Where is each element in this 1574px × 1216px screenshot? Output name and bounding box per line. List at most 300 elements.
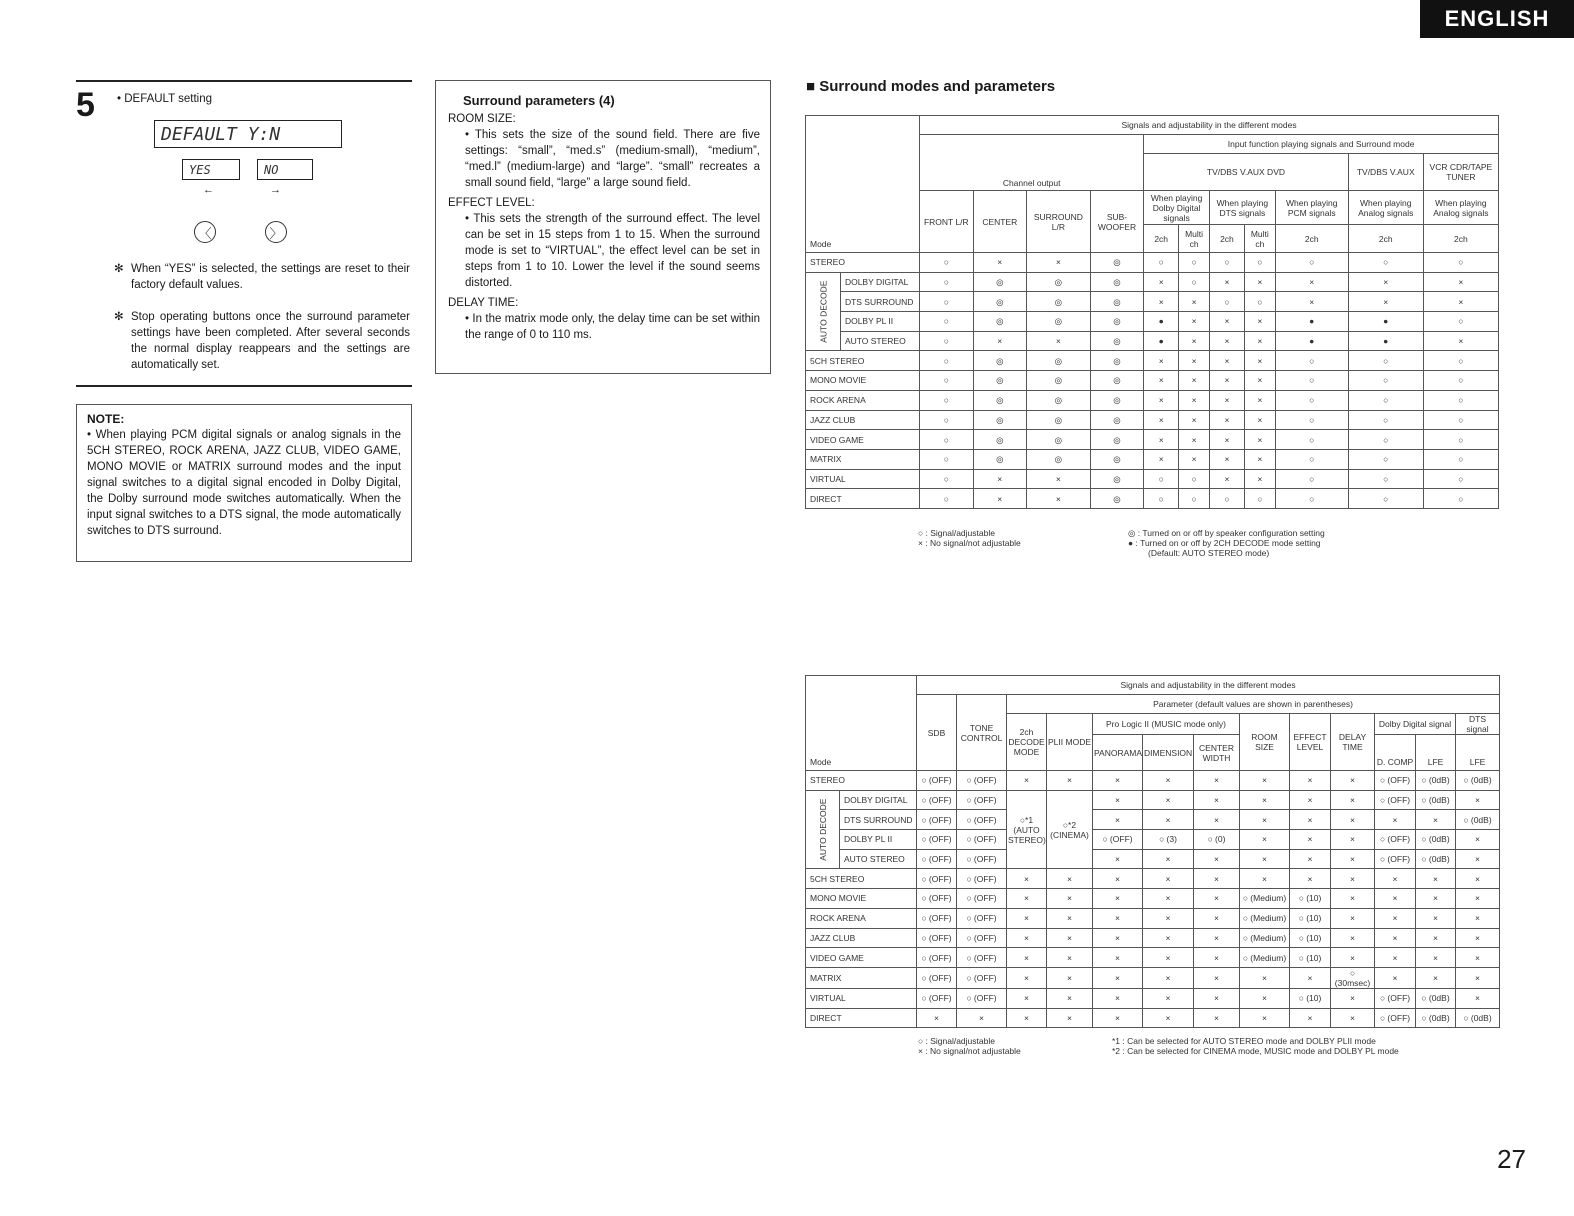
table-cell: × xyxy=(1240,790,1290,810)
table-cell: × xyxy=(1027,489,1091,509)
table-cell: × xyxy=(1143,889,1194,909)
table-cell: ◎ xyxy=(973,410,1026,430)
legend-item: *2 : Can be selected for CINEMA mode, MUSIC mode and DOLBY PL mode xyxy=(1112,1046,1399,1056)
table-cell: × xyxy=(1423,292,1498,312)
table-cell: ◎ xyxy=(1027,351,1091,371)
table-cell: × xyxy=(1007,869,1047,889)
row-label: ROCK ARENA xyxy=(806,908,917,928)
table-cell: × xyxy=(1331,849,1375,869)
table-cell: ○ xyxy=(1244,489,1275,509)
table-cell: × xyxy=(1144,371,1179,391)
table-cell: × xyxy=(1194,1008,1240,1028)
table-cell: × xyxy=(1209,312,1244,332)
table-cell: × xyxy=(1244,469,1275,489)
legend-3 xyxy=(918,1036,1138,1056)
table-cell: × xyxy=(1290,830,1331,850)
table-row xyxy=(806,390,1499,410)
dolby-digital-header: Dolby Digital signal xyxy=(1375,714,1456,735)
table-cell: ○ xyxy=(920,312,973,332)
table-cell: ○ (Medium) xyxy=(1240,889,1290,909)
table-cell: × xyxy=(1047,928,1093,948)
table-cell: × xyxy=(1179,312,1210,332)
room-size-header: ROOM SIZE xyxy=(1240,714,1290,771)
table-cell: ◎ xyxy=(973,430,1026,450)
row-label: JAZZ CLUB xyxy=(806,410,920,430)
table-cell: ○ xyxy=(1275,371,1348,391)
table-cell: × xyxy=(1209,410,1244,430)
table-cell: ○ (OFF) xyxy=(957,928,1007,948)
left-arrow-icon: ← xyxy=(203,184,214,196)
table-row xyxy=(806,272,1499,292)
table-cell: ○ xyxy=(920,390,973,410)
row-label: DIRECT xyxy=(806,489,920,509)
table-cell: ◎ xyxy=(973,272,1026,292)
table-cell: × xyxy=(1456,830,1500,850)
table-cell: × xyxy=(1240,771,1290,791)
row-label: MATRIX xyxy=(806,449,920,469)
table-cell: × xyxy=(1240,1008,1290,1028)
table-cell: ○ xyxy=(1275,469,1348,489)
table-cell: × xyxy=(973,331,1026,351)
table-cell: × xyxy=(1143,1008,1194,1028)
legend-2 xyxy=(1128,528,1388,558)
table-cell: × xyxy=(1416,810,1456,830)
table-cell: × xyxy=(1275,272,1348,292)
legend-item: (Default: AUTO STEREO mode) xyxy=(1148,548,1270,558)
table-cell: × xyxy=(1179,331,1210,351)
table-cell: ○ (0dB) xyxy=(1416,849,1456,869)
plii-mode-merged: ○*2 (CINEMA) xyxy=(1047,790,1093,869)
lcd-yes: YES xyxy=(182,159,240,180)
table-cell: × xyxy=(1144,292,1179,312)
table-cell: ○ (10) xyxy=(1290,889,1331,909)
step-number: 5 xyxy=(76,86,95,124)
row-label: DTS SURROUND xyxy=(840,810,917,830)
table-cell: ◎ xyxy=(1027,292,1091,312)
table-cell: × xyxy=(1194,948,1240,968)
table-cell: × xyxy=(1244,331,1275,351)
table-cell: ○ (OFF) xyxy=(957,810,1007,830)
table-cell: ○ xyxy=(1209,292,1244,312)
row-label: AUTO STEREO xyxy=(840,331,919,351)
table-cell: × xyxy=(1375,810,1416,830)
cursor-left-button-icon: 〈 xyxy=(194,221,216,243)
table-cell: ○ (0dB) xyxy=(1416,1008,1456,1028)
play-dolby: When playing Dolby Digital signals xyxy=(1144,191,1210,225)
table-cell: × xyxy=(1416,908,1456,928)
table-row xyxy=(806,928,1500,948)
legend-item: × : No signal/not adjustable xyxy=(918,1046,1021,1056)
table-cell: ◎ xyxy=(973,312,1026,332)
table-cell: ○ (OFF) xyxy=(1093,830,1143,850)
table-cell: × xyxy=(1047,948,1093,968)
table-cell: ○ (OFF) xyxy=(1375,849,1416,869)
play-analog-1: When playing Analog signals xyxy=(1348,191,1423,225)
table-cell: ○ (OFF) xyxy=(917,967,957,988)
table-cell: × xyxy=(1027,469,1091,489)
sub-2ch: 2ch xyxy=(1209,225,1244,253)
asterisk-icon: ✻ xyxy=(114,263,124,275)
table-cell: × xyxy=(1144,351,1179,371)
table-cell: × xyxy=(1240,810,1290,830)
table-cell: × xyxy=(1375,948,1416,968)
row-label: VIDEO GAME xyxy=(806,430,920,450)
table-cell: × xyxy=(1244,390,1275,410)
table-cell: × xyxy=(1331,889,1375,909)
dcomp-header: D. COMP xyxy=(1375,735,1416,771)
table-cell: × xyxy=(1375,928,1416,948)
table-cell: ○ xyxy=(1423,253,1498,273)
table-cell: ○ xyxy=(1275,351,1348,371)
signals-table xyxy=(805,115,1499,509)
table-cell: ◎ xyxy=(973,390,1026,410)
table-cell: ○ xyxy=(920,469,973,489)
table-cell: ○ (Medium) xyxy=(1240,948,1290,968)
table-cell: ○ (OFF) xyxy=(917,849,957,869)
table-cell: × xyxy=(1375,967,1416,988)
sub-2ch: 2ch xyxy=(1348,225,1423,253)
table-cell: ○ (OFF) xyxy=(957,988,1007,1008)
dimension-header: DIMENSION xyxy=(1143,735,1194,771)
table-cell: × xyxy=(1093,967,1143,988)
table-cell: ○ xyxy=(1423,469,1498,489)
table-cell: × xyxy=(1331,988,1375,1008)
table-cell: × xyxy=(1047,967,1093,988)
table-cell: ○ xyxy=(1348,489,1423,509)
room-size-label: ROOM SIZE: xyxy=(448,113,516,125)
table-cell: ○ xyxy=(1275,390,1348,410)
table-cell: × xyxy=(1240,869,1290,889)
table-cell: ● xyxy=(1144,331,1179,351)
table-cell: ○ xyxy=(1179,489,1210,509)
table-cell: × xyxy=(1331,908,1375,928)
step-note-1: When “YES” is selected, the settings are reset to their factory default values. xyxy=(131,263,410,291)
table-cell: ○ xyxy=(920,351,973,371)
table-cell: × xyxy=(1456,790,1500,810)
row-label: DIRECT xyxy=(806,1008,917,1028)
table-cell: ○ (0dB) xyxy=(1456,810,1500,830)
legend-4 xyxy=(1112,1036,1442,1056)
table-cell: ○ xyxy=(920,430,973,450)
mode-header: Mode xyxy=(806,116,920,253)
table-cell: × xyxy=(957,1008,1007,1028)
row-label: MONO MOVIE xyxy=(806,889,917,909)
table-cell: × xyxy=(1179,449,1210,469)
table-cell: ○ xyxy=(1209,253,1244,273)
table-cell: ○ xyxy=(1244,253,1275,273)
params-title: Surround parameters (4) xyxy=(463,93,615,108)
table-cell: × xyxy=(1007,967,1047,988)
delay-time-text: • In the matrix mode only, the delay time can be set within the range of 0 to 110 ms. xyxy=(465,313,760,341)
tvdbs-dvd-header: TV/DBS V.AUX DVD xyxy=(1144,154,1349,191)
legend-item: × : No signal/not adjustable xyxy=(918,538,1021,548)
table-cell: ○ xyxy=(1423,312,1498,332)
table-cell: ○ xyxy=(1275,489,1348,509)
table-cell: ◎ xyxy=(1027,449,1091,469)
table-cell: ○ xyxy=(1348,390,1423,410)
table-cell: ○ (30msec) xyxy=(1331,967,1375,988)
table-cell: ◎ xyxy=(1027,312,1091,332)
table-row xyxy=(806,351,1499,371)
table-cell: × xyxy=(973,489,1026,509)
table-cell: × xyxy=(973,469,1026,489)
table-cell: ○ xyxy=(1423,430,1498,450)
table-cell: × xyxy=(1375,908,1416,928)
table-cell: × xyxy=(1331,810,1375,830)
table-cell: ◎ xyxy=(973,292,1026,312)
table-cell: × xyxy=(1007,928,1047,948)
row-label: DOLBY PL II xyxy=(840,312,919,332)
table-cell: ○ (0dB) xyxy=(1416,771,1456,791)
table-cell: × xyxy=(1194,849,1240,869)
legend-item: ◎ : Turned on or off by speaker configuration setting xyxy=(1128,528,1325,538)
table-row xyxy=(806,908,1500,928)
table-cell: × xyxy=(1423,331,1498,351)
step-note-2: Stop operating buttons once the surround parameter settings have been completed. After several seconds the normal display reappears and the settings are automatically set. xyxy=(131,311,410,371)
table-cell: ○ xyxy=(1348,253,1423,273)
sub-multi: Multi ch xyxy=(1244,225,1275,253)
table-cell: × xyxy=(1194,889,1240,909)
table-cell: ◎ xyxy=(1090,351,1143,371)
table-cell: ○ xyxy=(1179,469,1210,489)
auto-decode-label: AUTO DECODE xyxy=(806,790,840,869)
row-label: VIDEO GAME xyxy=(806,948,917,968)
table-row xyxy=(806,830,1500,850)
table-cell: ○ (0dB) xyxy=(1416,988,1456,1008)
table-cell: × xyxy=(1179,292,1210,312)
table-cell: ○ (OFF) xyxy=(957,908,1007,928)
table-cell: ○ xyxy=(1348,410,1423,430)
table-cell: × xyxy=(1416,967,1456,988)
table-cell: ○ (OFF) xyxy=(957,790,1007,810)
effect-level-label: EFFECT LEVEL: xyxy=(448,197,535,209)
row-label: JAZZ CLUB xyxy=(806,928,917,948)
sdb-header: SDB xyxy=(917,695,957,771)
language-tab: ENGLISH xyxy=(1420,0,1574,38)
table-cell: ○ xyxy=(1423,489,1498,509)
table-cell: ○ (10) xyxy=(1290,908,1331,928)
table-cell: × xyxy=(1143,928,1194,948)
table-row xyxy=(806,469,1499,489)
row-label: VIRTUAL xyxy=(806,988,917,1008)
table-cell: ◎ xyxy=(1090,489,1143,509)
table-cell: × xyxy=(1416,948,1456,968)
table-row xyxy=(806,292,1499,312)
table-row xyxy=(806,331,1499,351)
table-cell: × xyxy=(1416,928,1456,948)
table-cell: ○ xyxy=(1275,449,1348,469)
table-cell: × xyxy=(1027,331,1091,351)
play-dts: When playing DTS signals xyxy=(1209,191,1275,225)
table-cell: ○ xyxy=(1423,390,1498,410)
table-cell: ○ (OFF) xyxy=(1375,771,1416,791)
param-header: Parameter (default values are shown in parentheses) xyxy=(1007,695,1500,714)
row-label: MONO MOVIE xyxy=(806,371,920,391)
table-cell: × xyxy=(1290,869,1331,889)
asterisk-icon: ✻ xyxy=(114,311,124,323)
table-cell: × xyxy=(1244,449,1275,469)
table-cell: × xyxy=(1047,908,1093,928)
table-cell: ◎ xyxy=(1090,312,1143,332)
table-cell: × xyxy=(1007,1008,1047,1028)
table-cell: ◎ xyxy=(1027,390,1091,410)
table-cell: ● xyxy=(1275,312,1348,332)
table-cell: × xyxy=(1290,849,1331,869)
table-cell: × xyxy=(1093,948,1143,968)
table-cell: ○ xyxy=(1144,253,1179,273)
table-cell: × xyxy=(1194,771,1240,791)
center-width-header: CENTER WIDTH xyxy=(1194,735,1240,771)
table-cell: × xyxy=(1144,430,1179,450)
lcd-no: NO xyxy=(257,159,313,180)
table-cell: ◎ xyxy=(1027,410,1091,430)
tvdbs-vaux-header: TV/DBS V.AUX xyxy=(1348,154,1423,191)
table-cell: × xyxy=(1456,967,1500,988)
table-cell: ○ xyxy=(1144,469,1179,489)
surround-parameters-box xyxy=(435,80,771,374)
table-cell: ○ xyxy=(1348,430,1423,450)
table-row xyxy=(806,312,1499,332)
table-cell: × xyxy=(1275,292,1348,312)
table-row xyxy=(806,489,1499,509)
table-cell: ○ (OFF) xyxy=(917,869,957,889)
table-cell: ○ (OFF) xyxy=(1375,988,1416,1008)
table-cell: ○ (10) xyxy=(1290,988,1331,1008)
table-row xyxy=(806,253,1499,273)
table-cell: × xyxy=(1244,430,1275,450)
note-box xyxy=(76,404,412,562)
sub-2ch: 2ch xyxy=(1423,225,1498,253)
table-cell: ○ xyxy=(920,449,973,469)
table-cell: × xyxy=(1375,869,1416,889)
legend-item: ● : Turned on or off by 2CH DECODE mode setting xyxy=(1128,538,1321,548)
table-cell: × xyxy=(1331,790,1375,810)
table-cell: ◎ xyxy=(1090,371,1143,391)
dts-header: DTS signal xyxy=(1456,714,1500,735)
table-cell: × xyxy=(1007,948,1047,968)
right-arrow-icon: → xyxy=(270,184,281,196)
table-cell: ◎ xyxy=(1090,449,1143,469)
table-cell: ○ (OFF) xyxy=(957,869,1007,889)
table-cell: ○ (OFF) xyxy=(917,790,957,810)
table-cell: × xyxy=(1209,331,1244,351)
table-cell: ○ (OFF) xyxy=(917,908,957,928)
table-cell: × xyxy=(1290,771,1331,791)
table-cell: ○ (Medium) xyxy=(1240,908,1290,928)
table-row xyxy=(806,948,1500,968)
table-cell: ○ xyxy=(1348,469,1423,489)
divider xyxy=(76,385,412,387)
table-cell: ○ (OFF) xyxy=(1375,830,1416,850)
table-cell: ○ xyxy=(920,489,973,509)
table-cell: ○ (0dB) xyxy=(1456,771,1500,791)
table-cell: × xyxy=(1290,1008,1331,1028)
table-cell: ○ xyxy=(920,371,973,391)
input-function-header: Input function playing signals and Surround mode xyxy=(1144,135,1499,154)
table-cell: × xyxy=(1290,967,1331,988)
table-cell: × xyxy=(1331,948,1375,968)
table-cell: × xyxy=(1007,908,1047,928)
table-cell: × xyxy=(1209,351,1244,371)
table-cell: ◎ xyxy=(973,351,1026,371)
table-cell: × xyxy=(1093,988,1143,1008)
prologic-header: Pro Logic II (MUSIC mode only) xyxy=(1093,714,1240,735)
table-cell: × xyxy=(1047,988,1093,1008)
table-cell: ○ xyxy=(1275,410,1348,430)
table-cell: ○ (0dB) xyxy=(1416,830,1456,850)
table-cell: ○ (OFF) xyxy=(917,988,957,1008)
tone-header: TONE CONTROL xyxy=(957,695,1007,771)
table-cell: ◎ xyxy=(1090,272,1143,292)
table-cell: × xyxy=(1348,292,1423,312)
table-cell: × xyxy=(1244,371,1275,391)
table-cell: × xyxy=(1456,908,1500,928)
table-cell: × xyxy=(1244,410,1275,430)
row-label: DOLBY DIGITAL xyxy=(840,272,919,292)
table-cell: × xyxy=(1209,272,1244,292)
col-front: FRONT L/R xyxy=(920,191,973,253)
table-cell: ○ (OFF) xyxy=(917,889,957,909)
table-cell: × xyxy=(1047,1008,1093,1028)
table-cell: × xyxy=(1240,830,1290,850)
table-cell: × xyxy=(1456,869,1500,889)
table-cell: × xyxy=(1194,928,1240,948)
table-row xyxy=(806,988,1500,1008)
row-label: AUTO STEREO xyxy=(840,849,917,869)
table-row xyxy=(806,889,1500,909)
table-cell: × xyxy=(1209,449,1244,469)
room-size-text: • This sets the size of the sound field. There are five settings: “small”, “med.s” (medium-small), “medium”, “med.l” (medium-large) and “large”. “small” recreates a small sound field, “large” a large sound field. xyxy=(465,129,760,189)
lfe-header: LFE xyxy=(1456,735,1500,771)
delay-time-label: DELAY TIME: xyxy=(448,297,519,309)
channel-output-header: Channel output xyxy=(920,135,1144,191)
signals-header: Signals and adjustability in the different modes xyxy=(920,116,1499,135)
parameters-table xyxy=(805,675,1500,1028)
table-cell: ○ xyxy=(1244,292,1275,312)
table-cell: ○ (OFF) xyxy=(917,810,957,830)
auto-decode-label: AUTO DECODE xyxy=(806,272,841,351)
col-surround: SURROUND L/R xyxy=(1027,191,1091,253)
table-cell: ● xyxy=(1348,312,1423,332)
table-cell: × xyxy=(1240,967,1290,988)
table-cell: ○ xyxy=(1423,371,1498,391)
table-cell: ◎ xyxy=(1090,430,1143,450)
row-label: ROCK ARENA xyxy=(806,390,920,410)
step-title: • DEFAULT setting xyxy=(117,93,212,105)
table-cell: × xyxy=(1240,988,1290,1008)
table-cell: ○ (10) xyxy=(1290,928,1331,948)
sub-multi: Multi ch xyxy=(1179,225,1210,253)
table-cell: ◎ xyxy=(1090,253,1143,273)
table-cell: × xyxy=(1093,849,1143,869)
table-cell: ● xyxy=(1144,312,1179,332)
play-analog-2: When playing Analog signals xyxy=(1423,191,1498,225)
table-cell: ○ (0) xyxy=(1194,830,1240,850)
table-cell: × xyxy=(973,253,1026,273)
table-cell: × xyxy=(1244,351,1275,371)
table-cell: ○ xyxy=(1179,253,1210,273)
section-title: ■ Surround modes and parameters xyxy=(806,78,1056,95)
table-cell: × xyxy=(1416,889,1456,909)
table-cell: × xyxy=(1209,371,1244,391)
table-cell: ○ (OFF) xyxy=(957,771,1007,791)
table-cell: ◎ xyxy=(1027,430,1091,450)
table-cell: × xyxy=(1047,889,1093,909)
table-cell: × xyxy=(1331,1008,1375,1028)
sub-2ch: 2ch xyxy=(1275,225,1348,253)
table-cell: × xyxy=(1179,410,1210,430)
table-cell: × xyxy=(1331,771,1375,791)
